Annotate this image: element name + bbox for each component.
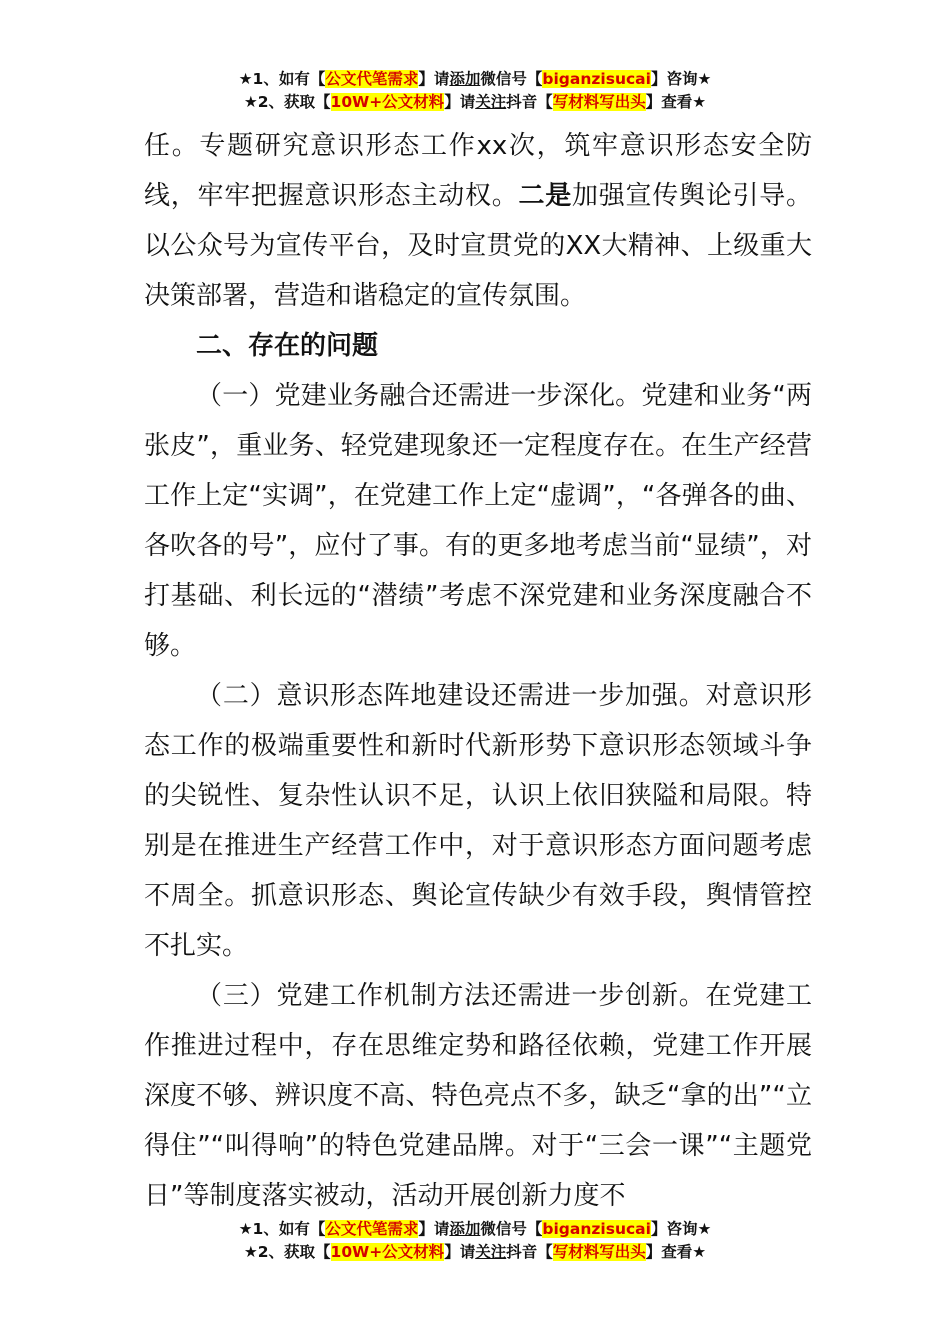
banner-line-1: ★1、如有【公文代笔需求】请添加微信号【biganzisucai】咨询★ — [238, 70, 712, 88]
banner-line-2: ★2、获取【10W+公文材料】请关注抖音【写材料写出头】查看★ — [243, 1243, 707, 1261]
banner-line-1: ★1、如有【公文代笔需求】请添加微信号【biganzisucai】咨询★ — [238, 1220, 712, 1238]
paragraph-issue-3: （三）党建工作机制方法还需进一步创新。在党建工作推进过程中，存在思维定势和路径依赖，党建工作开展深度不够、辨识度不高、特色亮点不多，缺乏“拿的出”“立得住”“叫得响”的特色党建品牌。对于“三会一课”“主题党日”等制度落实被动，活动开展创新力度不 — [144, 981, 812, 1211]
banner-line-2: ★2、获取【10W+公文材料】请关注抖音【写材料写出头】查看★ — [243, 93, 707, 111]
banner-highlight: biganzisucai — [542, 70, 651, 88]
banner-highlight: 公文代笔需求 — [325, 70, 419, 88]
footer-banner — [0, 1218, 950, 1264]
paragraph-issue-1: （一）党建业务融合还需进一步深化。党建和业务“两张皮”，重业务、轻党建现象还一定程度存在。在生产经营工作上定“实调”，在党建工作上定“虚调”，“各弹各的曲、各吹各的号”，应付了事。有的更多地考虑当前“显绩”，对打基础、利长远的“潜绩”考虑不深党建和业务深度融合不够。 — [144, 381, 812, 661]
paragraph-issue-2: （二）意识形态阵地建设还需进一步加强。对意识形态工作的极端重要性和新时代新形势下意识形态领域斗争的尖锐性、复杂性认识不足，认识上依旧狭隘和局限。特别是在推进生产经营工作中，对于意识形态方面问题考虑不周全。抓意识形态、舆论宣传缺少有效手段，舆情管控不扎实。 — [144, 681, 812, 961]
banner-highlight: 写材料写出头 — [552, 93, 646, 111]
banner-highlight: 10W+公文材料 — [330, 93, 445, 111]
banner-highlight: 公文代笔需求 — [325, 1220, 419, 1238]
banner-highlight: 10W+公文材料 — [330, 1243, 445, 1261]
header-banner — [0, 68, 950, 114]
banner-highlight: biganzisucai — [542, 1220, 651, 1238]
document-body — [144, 121, 812, 1221]
paragraph-continued: 任。专题研究意识形态工作xx次，筑牢意识形态安全防线，牢牢把握意识形态主动权。二是加强宣传舆论引导。以公众号为宣传平台，及时宣贯党的XX大精神、上级重大决策部署，营造和谐稳定的宣传氛围。 — [144, 131, 812, 311]
section-heading: 二、存在的问题 — [196, 331, 379, 361]
banner-highlight: 写材料写出头 — [552, 1243, 646, 1261]
bold-label: 二是 — [518, 181, 572, 211]
